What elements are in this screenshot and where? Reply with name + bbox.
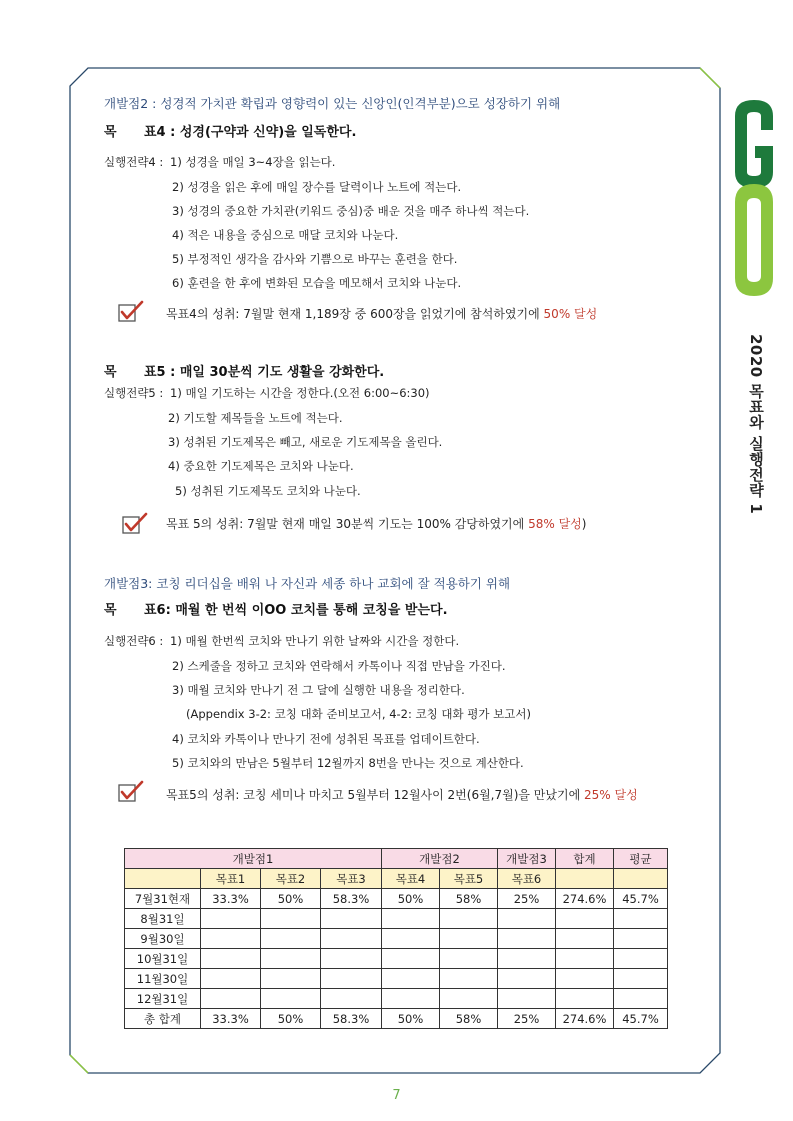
goal4-item: 4) 적은 내용을 중심으로 매달 코치와 나눈다.: [172, 228, 399, 242]
table-cell: [382, 929, 440, 949]
row-label: 10월31일: [125, 949, 201, 969]
goal6-label: 목: [104, 603, 117, 618]
goal6-achievement: 목표5의 성취: 코칭 세미나 마치고 5월부터 12월사이 2번(6월,7월)을 만났기에 25% 달성: [166, 788, 638, 802]
table-goal-header-row: [125, 869, 668, 889]
row-label: 9월30일: [125, 929, 201, 949]
table-cell: [556, 909, 614, 929]
table-cell: [261, 969, 321, 989]
goal5-strategy-label: 실행전략5 :: [104, 386, 164, 400]
table-cell: [614, 969, 668, 989]
table-row: [125, 969, 668, 989]
row-label: 12월31일: [125, 989, 201, 1009]
goal4-strategy-label: 실행전략4 :: [104, 155, 164, 169]
goal6-item: 4) 코치와 카톡이나 만나기 전에 성취된 목표를 업데이트한다.: [172, 732, 480, 746]
goal6-item: 3) 매월 코치와 만나기 전 그 달에 실행한 내용을 정리한다.: [172, 683, 465, 697]
table-cell: [201, 949, 261, 969]
goal6-item: (Appendix 3-2: 코칭 대화 준비보고서, 4-2: 코칭 대화 평가 보고서): [186, 707, 531, 721]
table-cell: [382, 909, 440, 929]
table-cell: [614, 989, 668, 1009]
goal6-item: 1) 매월 한번씩 코치와 만나기 위한 날짜와 시간을 정한다.: [170, 634, 460, 648]
table-cell: 50%: [382, 1009, 440, 1029]
checkbox-checked-icon: [118, 300, 144, 322]
table-header-cell: 목표4: [382, 869, 440, 889]
table-cell: 25%: [498, 889, 556, 909]
table-cell: 45.7%: [614, 1009, 668, 1029]
table-cell: [261, 909, 321, 929]
table-cell: [261, 989, 321, 1009]
table-cell: [321, 909, 382, 929]
table-cell: [321, 949, 382, 969]
table-header-cell: [556, 869, 614, 889]
table-group-header-row: [125, 849, 668, 869]
goal5-achievement: 목표 5의 성취: 7월말 현재 매일 30분씩 기도는 100% 감당하였기에 58% 달성): [166, 517, 587, 531]
section1-title: 개발점2 : 성경적 가치관 확립과 영향력이 있는 신앙인(인격부분)으로 성장하기 위해: [104, 96, 561, 111]
goal4-achievement: 목표4의 성취: 7월말 현재 1,189장 중 600장을 읽었기에 참석하였기에 50% 달성: [166, 307, 598, 321]
goal5-item: 4) 중요한 기도제목은 코치와 나눈다.: [168, 459, 354, 473]
table-header-cell: 목표5: [440, 869, 498, 889]
row-label: 11월30일: [125, 969, 201, 989]
goal6-item: 2) 스케줄을 정하고 코치와 연락해서 카톡이나 직접 만남을 가진다.: [172, 659, 506, 673]
table-cell: [201, 989, 261, 1009]
table-cell: 274.6%: [556, 1009, 614, 1029]
goal4-item: 5) 부정적인 생각을 감사와 기쁨으로 바꾸는 훈련을 한다.: [172, 252, 458, 266]
table-cell: [498, 989, 556, 1009]
table-cell: 50%: [382, 889, 440, 909]
goal5-item: 3) 성취된 기도제목은 빼고, 새로운 기도제목을 올린다.: [168, 435, 443, 449]
checkbox-checked-icon: [118, 780, 144, 802]
goal5-item: 5) 성취된 기도제목도 코치와 나눈다.: [175, 484, 361, 498]
goal4-heading: [104, 121, 356, 140]
section2-title: 개발점3: 코칭 리더십을 배워 나 자신과 세종 하나 교회에 잘 적용하기 위해: [104, 576, 511, 591]
table-cell: 50%: [261, 1009, 321, 1029]
table-cell: [498, 909, 556, 929]
table-cell: [556, 969, 614, 989]
goal6-heading: [104, 599, 448, 618]
goal6-item: 5) 코치와의 만남은 5월부터 12월까지 8번을 만나는 것으로 계산한다.: [172, 756, 524, 770]
table-header-cell: 목표2: [261, 869, 321, 889]
table-cell: [440, 989, 498, 1009]
table-cell: [261, 929, 321, 949]
table-cell: 58%: [440, 1009, 498, 1029]
goal5-item: 2) 기도할 제목들을 노트에 적는다.: [168, 411, 343, 425]
table-cell: [498, 929, 556, 949]
checkbox-checked-icon: [122, 512, 148, 534]
table-header-cell: [125, 869, 201, 889]
sidebar-title: 2020 목표와 실행전략 1: [747, 334, 765, 515]
table-row: [125, 989, 668, 1009]
table-header-cell: 목표6: [498, 869, 556, 889]
table-cell: [201, 969, 261, 989]
goal4-achievement-rate: 50% 달성: [543, 307, 598, 321]
table-header-cell: 평균: [614, 849, 668, 869]
goal4-item: 1) 성경을 매일 3~4장을 읽는다.: [170, 155, 336, 169]
table-header-cell: 개발점1: [125, 849, 382, 869]
goal5-heading: [104, 361, 384, 380]
goal5-title: 표5 : 매일 30분씩 기도 생활을 강화한다.: [144, 365, 385, 380]
table-cell: [382, 949, 440, 969]
goal5-achievement-rate: 58% 달성: [528, 517, 582, 531]
table-cell: [556, 949, 614, 969]
goal4-label: 목: [104, 125, 117, 140]
table-cell: [614, 949, 668, 969]
table-cell: [498, 949, 556, 969]
table-body: [125, 889, 668, 1029]
table-cell: [321, 989, 382, 1009]
table-cell: [614, 929, 668, 949]
table-cell: [556, 989, 614, 1009]
table-cell: 50%: [261, 889, 321, 909]
goal4-item: 3) 성경의 중요한 가치관(키워드 중심)중 배운 것을 매주 하나씩 적는다.: [172, 204, 530, 218]
table-row: [125, 889, 668, 909]
table-cell: 45.7%: [614, 889, 668, 909]
table-cell: [261, 949, 321, 969]
table-cell: [321, 969, 382, 989]
row-label: 8월31일: [125, 909, 201, 929]
goal6-title: 표6: 매월 한 번씩 이OO 코치를 통해 코칭을 받는다.: [144, 603, 448, 618]
table-header-cell: 개발점2: [382, 849, 498, 869]
page-number: 7: [392, 1088, 401, 1103]
table-cell: [440, 929, 498, 949]
table-cell: 25%: [498, 1009, 556, 1029]
table-cell: [440, 909, 498, 929]
table-cell: [556, 929, 614, 949]
table-cell: 274.6%: [556, 889, 614, 909]
table-cell: [382, 969, 440, 989]
table-cell: [440, 969, 498, 989]
table-cell: 33.3%: [201, 889, 261, 909]
table-cell: 58%: [440, 889, 498, 909]
table-cell: [201, 929, 261, 949]
table-cell: 58.3%: [321, 889, 382, 909]
goal5-item: 1) 매일 기도하는 시간을 정한다.(오전 6:00~6:30): [170, 386, 430, 400]
table-cell: [614, 909, 668, 929]
table-header-cell: 개발점3: [498, 849, 556, 869]
table-row: [125, 909, 668, 929]
goal6-achievement-rate: 25% 달성: [584, 788, 638, 802]
table-cell: [498, 969, 556, 989]
table-row: [125, 949, 668, 969]
progress-table: [124, 848, 668, 1029]
table-cell: [382, 989, 440, 1009]
table-header-cell: [614, 869, 668, 889]
table-header-cell: 합계: [556, 849, 614, 869]
table-cell: [201, 909, 261, 929]
go-logo: [733, 98, 775, 298]
goal5-label: 목: [104, 365, 117, 380]
goal6-strategy-label: 실행전략6 :: [104, 634, 164, 648]
row-label: 총 합계: [125, 1009, 201, 1029]
goal4-title: 표4 : 성경(구약과 신약)을 일독한다.: [144, 125, 357, 140]
goal4-item: 6) 훈련을 한 후에 변화된 모습을 메모해서 코치와 나눈다.: [172, 276, 462, 290]
table-row: [125, 1009, 668, 1029]
table-cell: 58.3%: [321, 1009, 382, 1029]
table-row: [125, 929, 668, 949]
table-header-cell: 목표3: [321, 869, 382, 889]
table-header-cell: 목표1: [201, 869, 261, 889]
row-label: 7월31현재: [125, 889, 201, 909]
table-cell: [321, 929, 382, 949]
table-cell: [440, 949, 498, 969]
goal4-item: 2) 성경을 읽은 후에 매일 장수를 달력이나 노트에 적는다.: [172, 180, 462, 194]
table-cell: 33.3%: [201, 1009, 261, 1029]
